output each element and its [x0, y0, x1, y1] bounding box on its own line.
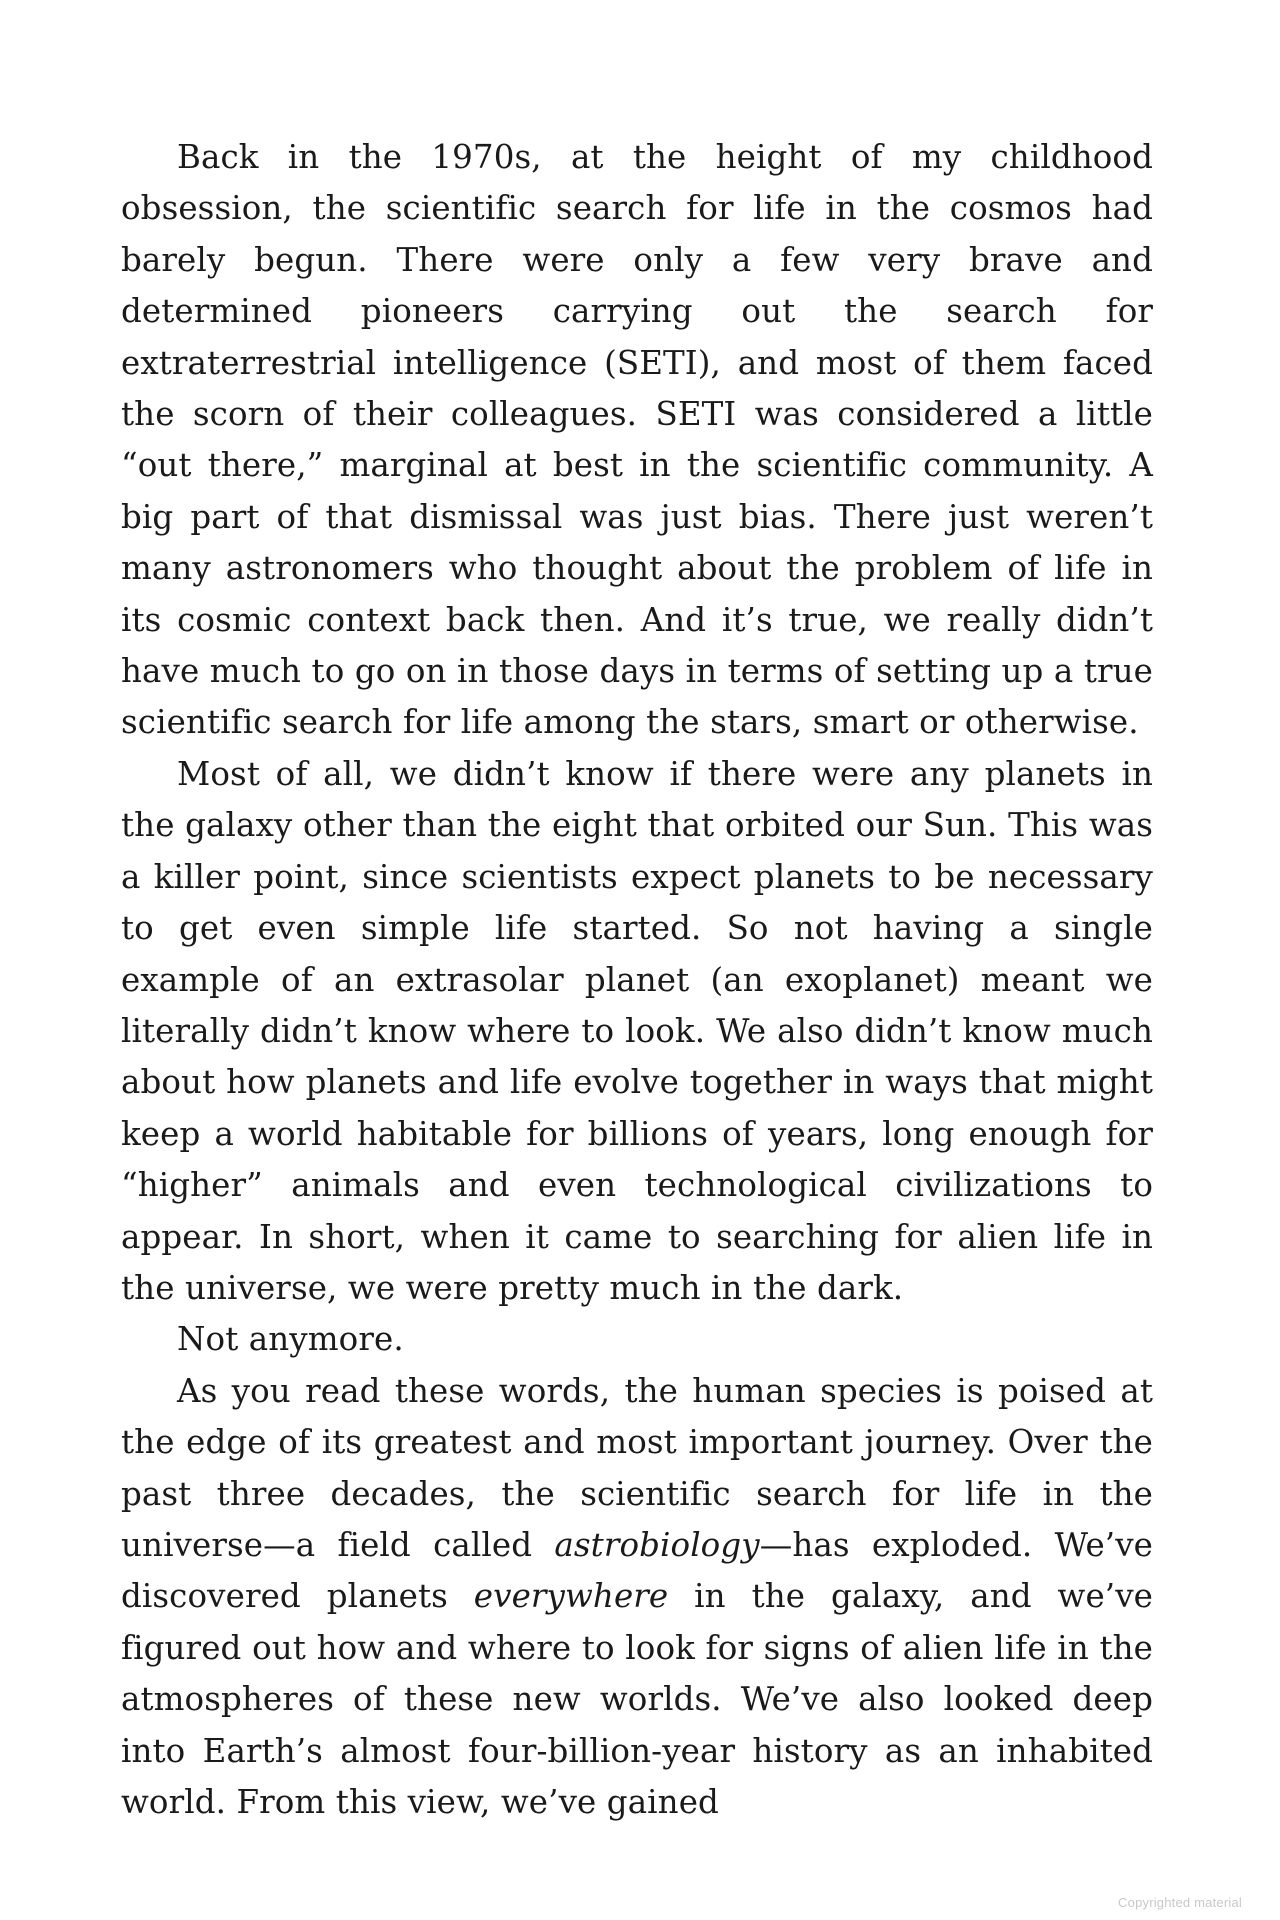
italic-term-everywhere: everywhere: [473, 1577, 669, 1616]
paragraph-1: [121, 132, 1153, 749]
paragraph-3: [121, 1314, 1153, 1365]
copyright-watermark: Copyrighted material: [1118, 1895, 1242, 1910]
paragraph-text: Not anymore.: [177, 1320, 404, 1359]
paragraph-text: Most of all, we didn’t know if there were any planets in the galaxy other than the eight that orbited our Sun. This was a killer point, since scientists expect planets to be necessary to get even simple life started. So not having a single example of an extrasolar planet (an exoplanet) meant we literally didn’t know where to look. We also didn’t know much about how planets and life evolve together in ways that might keep a world habitable for billions of years, long enough for “higher” animals and even technological civilizations to appear. In short, when it came to searching for alien life in the universe, we were pretty much in the dark.: [121, 754, 1153, 1307]
paragraph-text: in the galaxy, and we’ve figured out how and where to look for signs of alien life in the atmospheres of these new worlds. We’ve also looked deep into Earth’s almost four-billion-year history as an inhabited world. From this view, we’ve gained: [121, 1577, 1154, 1821]
paragraph-text: As you read these words, the human species is poised at the edge of its greatest and most important journey. Over the past three decades, the scientific search for life in the universe—a field called: [121, 1371, 1153, 1564]
paragraph-2: [121, 749, 1153, 1314]
italic-term-astrobiology: astrobiology: [554, 1525, 760, 1564]
paragraph-text: —has exploded. We’ve discovered planets: [121, 1525, 1153, 1616]
page-body: [121, 132, 1153, 1828]
paragraph-4: [121, 1366, 1153, 1829]
paragraph-text: Back in the 1970s, at the height of my childhood obsession, the scientific search for life in the cosmos had barely begun. There were only a few very brave and determined pioneers carrying out the search for extraterrestrial intelligence (SETI), and most of them faced the scorn of their colleagues. SETI was considered a little “out there,” marginal at best in the scientific community. A big part of that dismissal was just bias. There just weren’t many astronomers who thought about the problem of life in its cosmic context back then. And it’s true, we really didn’t have much to go on in those days in terms of setting up a true scientific search for life among the stars, smart or otherwise.: [121, 138, 1153, 742]
